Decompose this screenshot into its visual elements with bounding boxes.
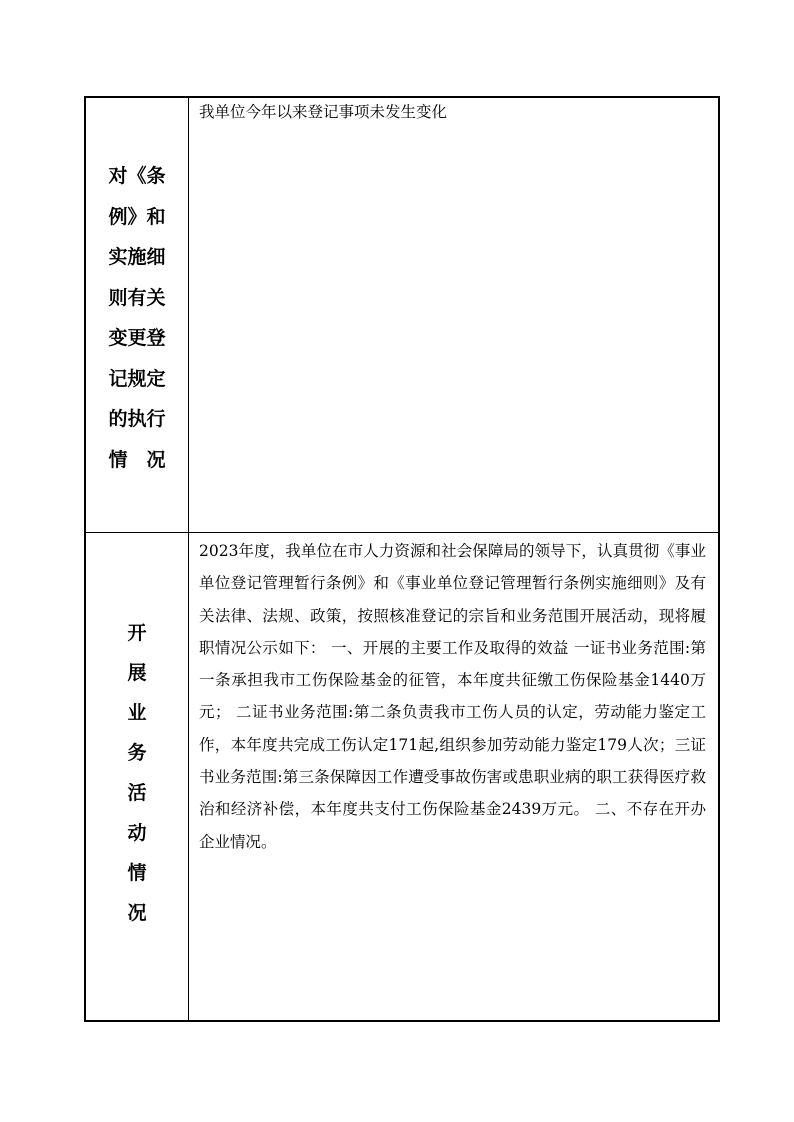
label-line: 记规定 (108, 367, 166, 390)
label-line: 展 (127, 662, 147, 684)
label-line: 变更登 (108, 327, 166, 349)
label-cell-registration-rules (86, 98, 189, 532)
label-line: 例》和 (108, 205, 166, 228)
label-line: 活 (127, 782, 147, 804)
label-line: 情 况 (108, 448, 166, 471)
report-form-table (84, 96, 720, 1022)
label-cell-business-activities (86, 533, 189, 1022)
registration-rules-text: 我单位今年以来登记事项未发生变化 (199, 103, 448, 121)
label-line: 的执行 (108, 408, 166, 430)
label-business-activities (86, 613, 188, 933)
label-registration-rules (86, 156, 188, 480)
label-line: 开 (127, 622, 147, 644)
label-line: 务 (127, 742, 147, 764)
label-line: 实施细 (108, 246, 166, 268)
label-line: 则有关 (108, 286, 166, 309)
label-line: 情 (127, 862, 147, 884)
label-line: 业 (127, 702, 147, 724)
content-cell-registration-rules (189, 98, 718, 532)
row-registration-rules (86, 98, 718, 533)
label-line: 对《条 (108, 165, 166, 187)
business-activities-text: 2023年度，我单位在市人力资源和社会保障局的领导下，认真贯彻《事业单位登记管理暂行条例》和《事业单位登记管理暂行条例实施细则》及有关法律、法规、政策，按照核准登记的宗旨和业务范围开展活动，现将履职情况公示如下： 一、开展的主要工作及取得的效益 一证书业务范围:第一条承担我市工伤保险基金的征管，本年度共征缴工伤保险基金1440万元； 二证书业务范围:第二条负责我市工伤人员的认定，劳动能力鉴定工作，本年度共完成工伤认定171起,组织参加劳动能力鉴定179人次；三证书业务范围:第三条保障因工作遭受事故伤害或患职业病的职工获得医疗救治和经济补偿，本年度共支付工伤保险基金2439万元。 二、不存在开办企业情况。 (199, 542, 706, 851)
label-line: 况 (127, 902, 147, 924)
label-line: 动 (127, 822, 147, 844)
content-cell-business-activities (189, 533, 718, 1022)
row-business-activities (86, 533, 718, 1022)
